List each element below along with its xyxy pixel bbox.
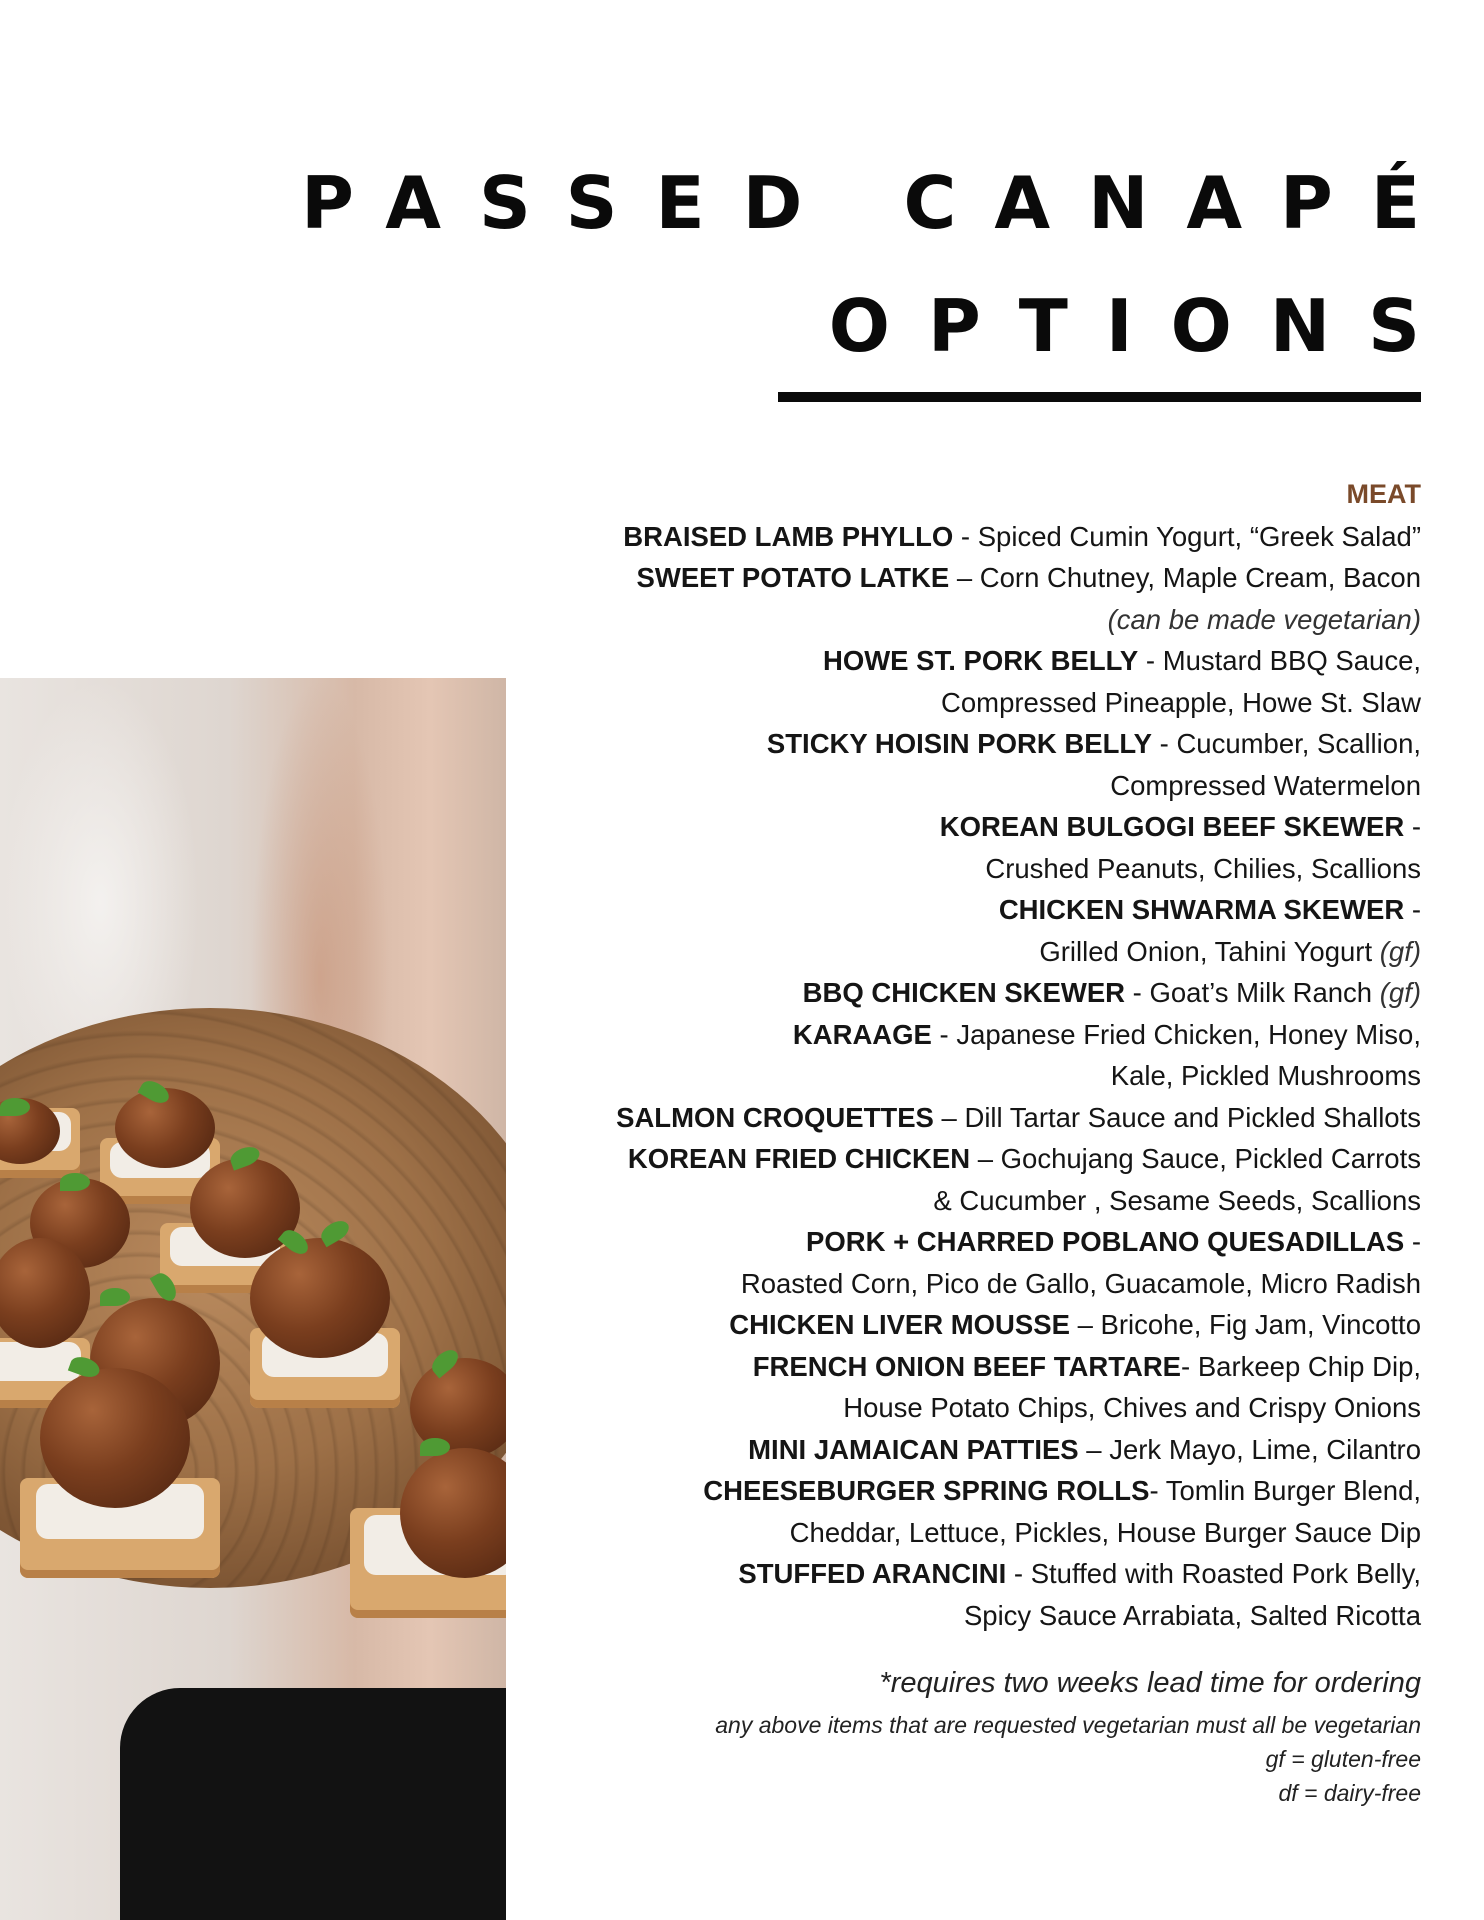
menu-list <box>521 474 1421 1636</box>
menu-item-description: Roasted Corn, Pico de Gallo, Guacamole, Micro Radish <box>740 1267 1421 1299</box>
menu-item-note: (can be made vegetarian) <box>1107 603 1421 635</box>
menu-item-description: - Barkeep Chip Dip, <box>1181 1350 1421 1382</box>
menu-item-description: - Japanese Fried Chicken, Honey Miso, <box>931 1018 1421 1050</box>
menu-line <box>521 1180 1421 1222</box>
menu-line <box>521 972 1421 1014</box>
menu-item-description: – Gochujang Sauce, Pickled Carrots <box>970 1143 1421 1174</box>
canape-photo <box>0 678 506 1920</box>
page-title-line-1: PASSED CANAPÉ <box>301 161 1458 245</box>
menu-items <box>521 516 1421 1637</box>
section-heading-meat: MEAT <box>1346 479 1421 509</box>
menu-item-description: Compressed Watermelon <box>1110 769 1421 801</box>
menu-line <box>521 1429 1421 1471</box>
menu-item-description: – Bricohe, Fig Jam, Vincotto <box>1069 1309 1421 1340</box>
menu-item-name: STUFFED ARANCINI <box>738 1558 1007 1589</box>
menu-line <box>521 1014 1421 1056</box>
menu-item-name: KOREAN BULGOGI BEEF SKEWER <box>939 811 1405 842</box>
menu-item-description: – Corn Chutney, Maple Cream, Bacon <box>949 562 1421 593</box>
menu-item-name: KOREAN FRIED CHICKEN <box>627 1143 971 1174</box>
menu-line <box>521 516 1421 558</box>
menu-line <box>521 599 1421 641</box>
menu-item-name: MINI JAMAICAN PATTIES <box>748 1433 1079 1465</box>
dietary-tag: (gf) <box>1379 977 1421 1008</box>
menu-line <box>521 1553 1421 1595</box>
menu-item-description: & Cucumber , Sesame Seeds, Scallions <box>933 1184 1421 1216</box>
menu-line <box>521 1055 1421 1097</box>
menu-line <box>521 640 1421 682</box>
menu-item-description: - Cucumber, Scallion, <box>1152 728 1421 759</box>
menu-item-name: STICKY HOISIN PORK BELLY <box>766 728 1152 759</box>
title-divider <box>778 392 1421 402</box>
menu-item-name: HOWE ST. PORK BELLY <box>822 645 1139 676</box>
menu-item-description: Grilled Onion, Tahini Yogurt <box>1039 935 1380 967</box>
lead-time-note: *requires two weeks lead time for ordering <box>879 1667 1421 1699</box>
dairy-free-legend: df = dairy-free <box>1278 1780 1421 1806</box>
menu-item-description: - Tomlin Burger Blend, <box>1149 1475 1421 1506</box>
menu-item-name: KARAAGE <box>792 1018 932 1050</box>
menu-item-description: - <box>1404 1226 1421 1257</box>
menu-item-name: FRENCH ONION BEEF TARTARE <box>752 1350 1182 1382</box>
menu-item-description: – Dill Tartar Sauce and Pickled Shallots <box>933 1101 1421 1133</box>
dietary-tag: (gf) <box>1379 935 1421 967</box>
menu-item-description: - Spiced Cumin Yogurt, “Greek Salad” <box>953 520 1421 552</box>
menu-item-description: – Jerk Mayo, Lime, Cilantro <box>1078 1433 1421 1465</box>
menu-line <box>521 1263 1421 1305</box>
menu-item-description: House Potato Chips, Chives and Crispy Onions <box>843 1392 1421 1423</box>
menu-item-name: CHICKEN SHWARMA SKEWER <box>998 894 1405 925</box>
menu-item-name: SWEET POTATO LATKE <box>636 562 950 593</box>
menu-line <box>521 1097 1421 1139</box>
menu-item-description: Crushed Peanuts, Chilies, Scallions <box>985 852 1421 884</box>
menu-line <box>521 765 1421 807</box>
vegetarian-note: any above items that are requested vegetarian must all be vegetarian <box>715 1712 1421 1738</box>
menu-line <box>521 931 1421 973</box>
menu-item-description: - Stuffed with Roasted Pork Belly, <box>1006 1558 1421 1589</box>
menu-item-name: PORK + CHARRED POBLANO QUESADILLAS <box>806 1226 1405 1257</box>
menu-line <box>521 1512 1421 1554</box>
gluten-free-legend: gf = gluten-free <box>1265 1746 1421 1772</box>
menu-line <box>521 806 1421 848</box>
menu-item-name: SALMON CROQUETTES <box>616 1101 934 1133</box>
page-title-line-2: OPTIONS <box>828 284 1458 368</box>
menu-line <box>521 557 1421 599</box>
menu-item-description: - <box>1404 811 1421 842</box>
server-sleeve <box>120 1688 506 1920</box>
menu-item-description: Kale, Pickled Mushrooms <box>1110 1060 1421 1091</box>
menu-line <box>521 1138 1421 1180</box>
menu-item-name: BBQ CHICKEN SKEWER <box>802 977 1126 1008</box>
menu-line <box>521 848 1421 890</box>
menu-line <box>521 1346 1421 1388</box>
menu-line <box>521 1387 1421 1429</box>
menu-line <box>521 889 1421 931</box>
menu-line <box>521 682 1421 724</box>
menu-item-name: CHICKEN LIVER MOUSSE <box>729 1309 1070 1340</box>
menu-line <box>521 1304 1421 1346</box>
menu-item-description: - Mustard BBQ Sauce, <box>1138 645 1421 676</box>
menu-item-name: CHEESEBURGER SPRING ROLLS <box>703 1475 1150 1506</box>
menu-line <box>521 1221 1421 1263</box>
menu-item-description: Cheddar, Lettuce, Pickles, House Burger Sauce Dip <box>789 1516 1421 1548</box>
menu-line <box>521 723 1421 765</box>
menu-item-description: Spicy Sauce Arrabiata, Salted Ricotta <box>963 1599 1421 1631</box>
menu-line <box>521 1595 1421 1637</box>
menu-item-description: - Goat’s Milk Ranch <box>1125 977 1380 1008</box>
menu-item-name: BRAISED LAMB PHYLLO <box>623 520 954 552</box>
menu-line <box>521 1470 1421 1512</box>
menu-item-description: Compressed Pineapple, Howe St. Slaw <box>941 686 1421 718</box>
menu-item-description: - <box>1404 894 1421 925</box>
